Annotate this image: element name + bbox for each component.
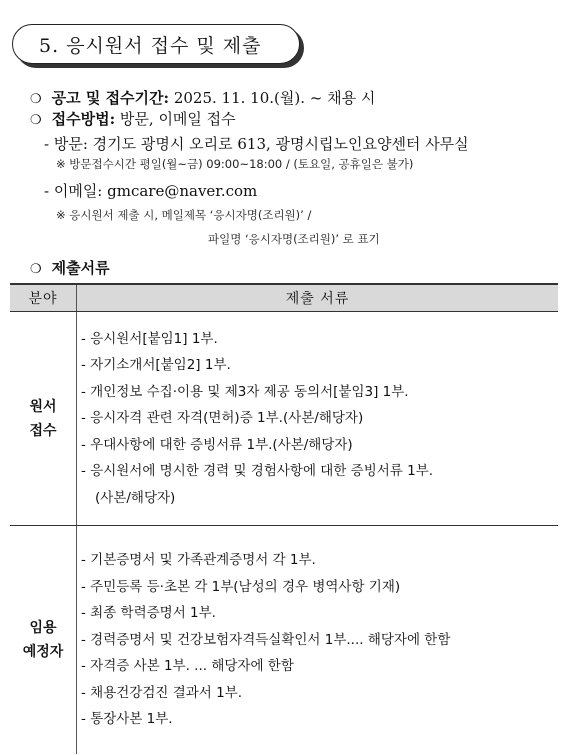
email-note-line1: ※ 응시원서 제출 시, 메일제목 ‘응시자명(조리원)’ / <box>56 208 312 222</box>
circle-bullet-icon: ❍ <box>30 92 42 107</box>
header-documents: 제출 서류 <box>77 284 559 312</box>
documents-table <box>10 283 558 754</box>
method-value: 방문, 이메일 접수 <box>115 110 236 128</box>
table-row <box>10 526 558 755</box>
visit-line: - 방문: 경기도 광명시 오리로 613, 광명시립노인요양센터 사무실 <box>44 135 469 153</box>
category-line: 임용 <box>29 620 57 636</box>
table-header-row <box>10 284 558 312</box>
document-item: - 응시원서[붙임1] 1부. <box>81 330 218 347</box>
document-item: - 개인정보 수집·이용 및 제3자 제공 동의서[붙임3] 1부. <box>81 383 409 400</box>
category-line: 원서 <box>29 398 57 415</box>
document-item: - 자격증 사본 1부. ... 해당자에 한함 <box>81 658 294 675</box>
document-item: - 응시원서에 명시한 경력 및 경험사항에 대한 증빙서류 1부. <box>81 463 434 480</box>
section-title: 5. 응시원서 접수 및 제출 <box>39 34 262 57</box>
method-label: 접수방법: <box>51 110 116 128</box>
circle-bullet-icon: ❍ <box>30 262 42 277</box>
documents-cell <box>77 526 559 755</box>
email-line: - 이메일: gmcare@naver.com <box>44 182 258 200</box>
method-line <box>30 108 236 129</box>
category-line: 접수 <box>29 422 57 439</box>
documents-heading: 제출서류 <box>51 259 110 277</box>
documents-cell <box>77 312 559 526</box>
category-line: 예정자 <box>22 644 64 660</box>
category-cell <box>10 526 77 755</box>
document-item: (사본/해당자) <box>95 489 176 506</box>
document-item: - 채용건강검진 결과서 1부. <box>81 684 243 701</box>
header-category: 분야 <box>10 284 77 312</box>
document-item: - 경력증명서 및 건강보험자격득실확인서 1부.... 해당자에 한함 <box>81 631 451 648</box>
category-cell <box>10 312 77 526</box>
document-item: - 우대사항에 대한 증빙서류 1부.(사본/해당자) <box>81 436 353 453</box>
period-label: 공고 및 접수기간: <box>51 89 170 107</box>
circle-bullet-icon: ❍ <box>30 113 42 128</box>
section-title-box <box>12 24 300 64</box>
email-note-line2: 파일명 ‘응시자명(조리원)’ 로 표기 <box>208 232 380 246</box>
documents-heading-line <box>30 257 110 278</box>
table-row <box>10 312 558 526</box>
visit-note: ※ 방문접수시간 평일(월~금) 09:00~18:00 / (토요일, 공휴일은 불가) <box>56 157 414 171</box>
document-item: - 통장사본 1부. <box>81 711 173 728</box>
document-item: - 주민등록 등·초본 각 1부(남성의 경우 병역사항 기재) <box>81 578 401 595</box>
document-item: - 기본증명서 및 가족관계증명서 각 1부. <box>81 552 316 569</box>
document-item: - 최종 학력증명서 1부. <box>81 605 216 622</box>
period-line <box>30 87 375 108</box>
document-item: - 자기소개서[붙임2] 1부. <box>81 357 231 374</box>
document-item: - 응시자격 관련 자격(면허)증 1부.(사본/해당자) <box>81 410 364 427</box>
period-value: 2025. 11. 10.(월). ~ 채용 시 <box>169 89 376 107</box>
